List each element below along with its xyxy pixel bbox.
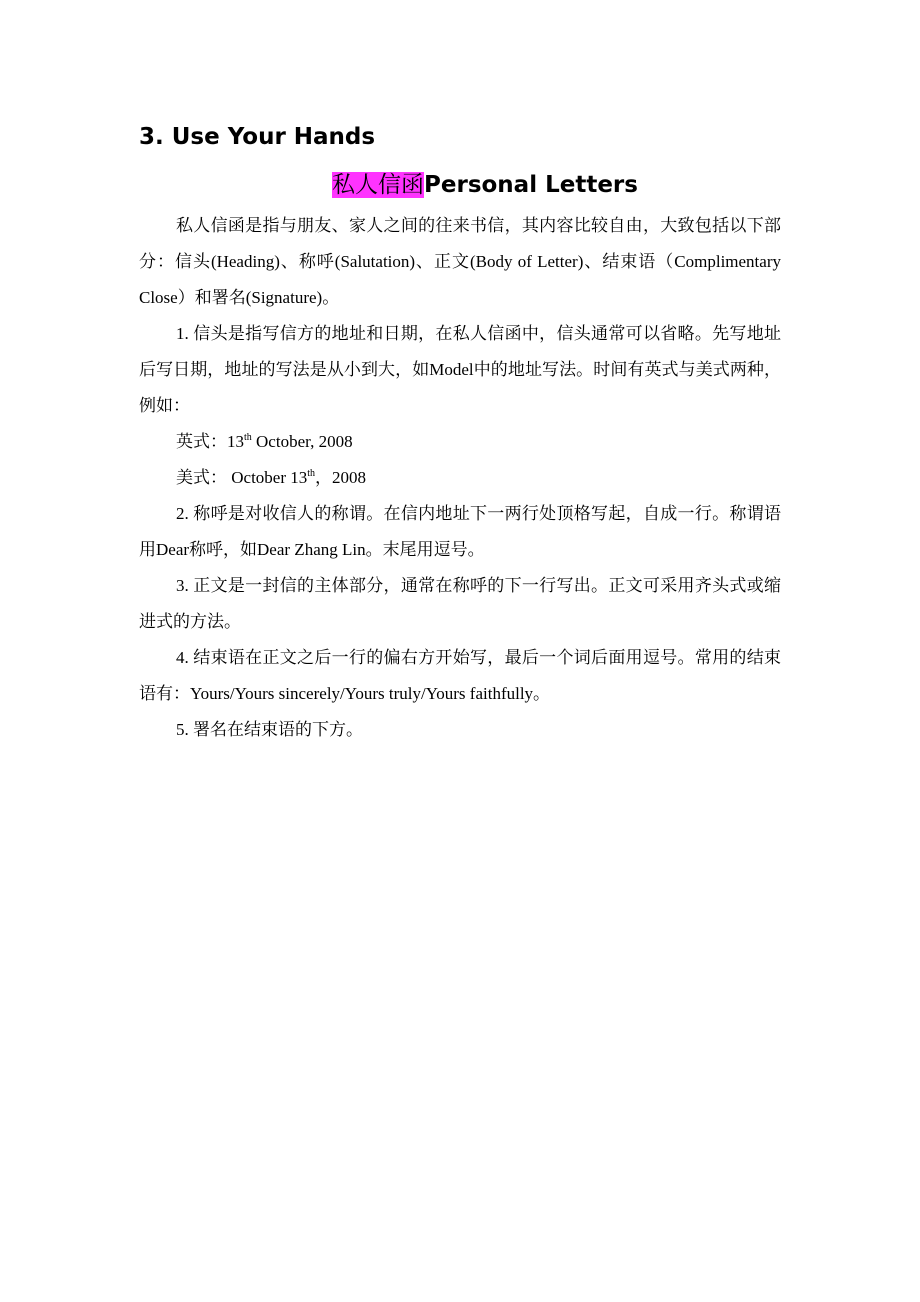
example-american-date [139,460,781,496]
paragraph-salutation-rule: 2. 称呼是对收信人的称谓。在信内地址下一两行处顶格写起，自成一行。称谓语用Dear称呼，如Dear Zhang Lin。末尾用逗号。 [139,504,781,559]
british-suffix: th [244,432,252,443]
title-highlighted: 私人信函 [332,172,425,198]
title-rest: Personal Letters [424,172,638,198]
british-day: 13 [227,432,244,451]
paragraph-signature-rule: 5. 署名在结束语的下方。 [176,720,363,739]
document-title [0,167,920,203]
example-british-date [139,424,781,460]
american-rest: ，2008 [315,468,367,487]
british-rest: October, 2008 [251,432,353,451]
paragraph-closing-rule: 4. 结束语在正文之后一行的偏右方开始写，最后一个词后面用逗号。常用的结束语有：Yours/Yours sincerely/Yours truly/Yours faithfully。 [139,648,781,703]
paragraph-intro: 私人信函是指与朋友、家人之间的往来书信，其内容比较自由，大致包括以下部分：信头(Heading)、称呼(Salutation)、正文(Body of Letter)、结束语（Complimentary Close）和署名(Signature)。 [139,216,781,307]
paragraph-body-rule: 3. 正文是一封信的主体部分，通常在称呼的下一行写出。正文可采用齐头式或缩进式的方法。 [139,576,781,631]
american-label: 美式： [176,468,227,487]
american-pre: October 13 [227,468,308,487]
document-body [139,208,781,748]
paragraph-heading-rule: 1. 信头是指写信方的地址和日期，在私人信函中，信头通常可以省略。先写地址后写日期，地址的写法是从小到大，如Model中的地址写法。时间有英式与美式两种，例如： [139,324,781,415]
section-heading: 3. Use Your Hands [139,124,376,150]
british-label: 英式： [176,432,227,451]
american-suffix: th [307,468,316,479]
